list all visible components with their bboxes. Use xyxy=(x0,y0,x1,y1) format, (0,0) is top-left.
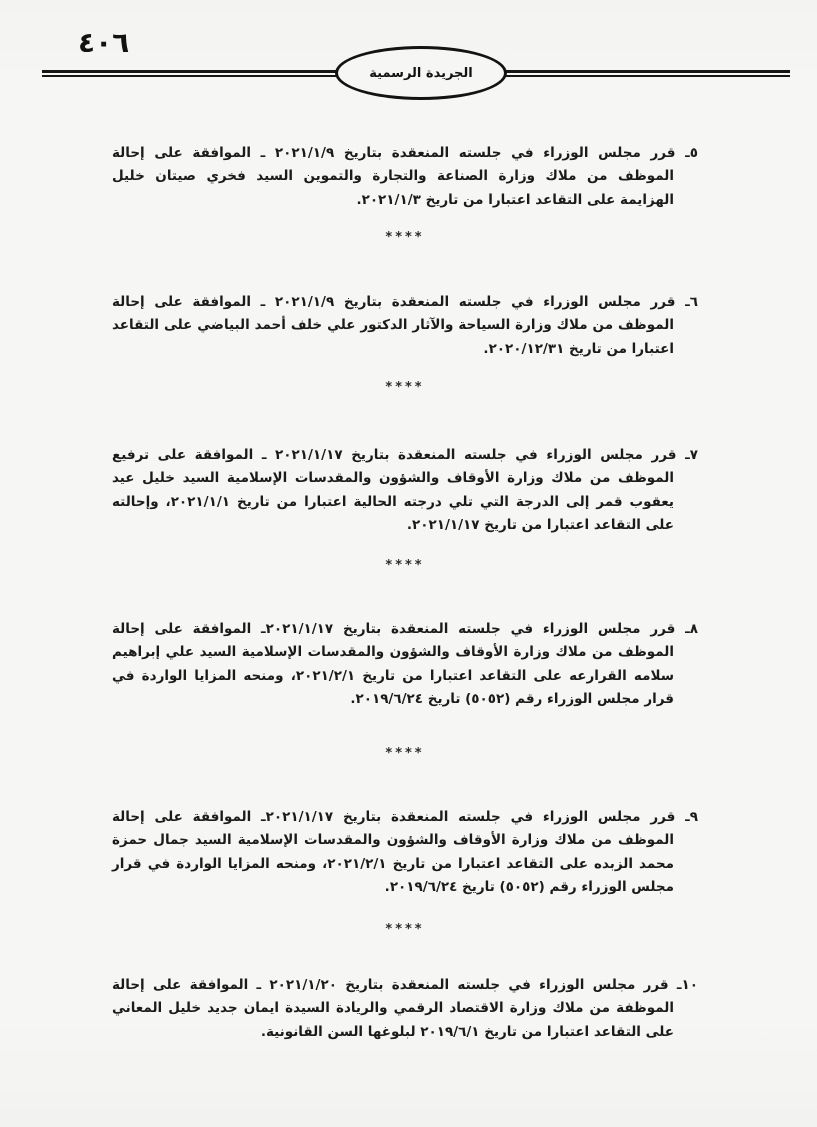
item-text: قرر مجلس الوزراء في جلسته المنعقدة بتاريخ ٢٠٢١/١/٢٠ ـ الموافقة على إحالة الموظفة من ملاك وزارة الاقتصاد الرقمي والريادة السيدة ايمان جديد خليل المعاني على التقاعد اعتبارا من تاريخ ٢٠١٩/٦/١ لبلوغها السن القانونية. xyxy=(112,976,674,1040)
decision-item-6 xyxy=(112,291,698,362)
item-text: قرر مجلس الوزراء في جلسته المنعقدة بتاريخ ٢٠٢١/١/١٧ ـ الموافقة على ترفيع الموظف من ملاك وزارة الأوقاف والشؤون والمقدسات الإسلامية السيد خليل عيد يعقوب قمر إلى الدرجة التي تلي درجته الحالية اعتبارا من تاريخ ٢٠٢١/١/١، وإحالته على التقاعد اعتبارا من تاريخ ٢٠٢١/١/١٧. xyxy=(112,446,677,533)
section-separator: **** xyxy=(385,922,425,937)
section-separator: **** xyxy=(385,380,425,395)
item-text: قرر مجلس الوزراء في جلسته المنعقدة بتاريخ ٢٠٢١/١/١٧ـ الموافقة على إحالة الموظف من ملاك وزارة الأوقاف والشؤون والمقدسات الإسلامية السيد جمال حمزة محمد الزبده على التقاعد اعتبارا من تاريخ ٢٠٢١/٢/١، ومنحه المزايا الواردة في قرار مجلس الوزراء رقم (٥٠٥٢) تاريخ ٢٠١٩/٦/٢٤. xyxy=(112,808,676,895)
item-number: ٨ـ xyxy=(685,620,699,637)
section-separator: **** xyxy=(385,230,425,245)
item-number: ٧ـ xyxy=(685,446,698,463)
decision-item-9 xyxy=(112,806,698,900)
gazette-title-badge xyxy=(335,46,507,100)
item-number: ١٠ـ xyxy=(676,976,699,993)
decision-item-10 xyxy=(112,974,698,1045)
section-separator: **** xyxy=(385,746,425,761)
item-text: قرر مجلس الوزراء في جلسته المنعقدة بتاريخ ٢٠٢١/١/٩ ـ الموافقة على إحالة الموظف من ملاك وزارة السياحة والآثار الدكتور علي خلف أحمد البياضي على التقاعد اعتبارا من تاريخ ٢٠٢٠/١٢/٣١. xyxy=(112,293,676,357)
item-number: ٥ـ xyxy=(685,144,698,161)
item-text: قرر مجلس الوزراء في جلسته المنعقدة بتاريخ ٢٠٢١/١/٩ ـ الموافقة على إحالة الموظف من ملاك وزارة الصناعة والتجارة والتموين السيد فخري صيتان خليل الهزايمة على التقاعد اعتبارا من تاريخ ٢٠٢١/١/٣. xyxy=(112,144,676,208)
gazette-title-label: الجريدة الرسمية xyxy=(369,65,473,81)
item-number: ٩ـ xyxy=(685,808,699,825)
decision-item-5 xyxy=(112,142,698,213)
page-number: ٤٠٦ xyxy=(78,26,130,59)
decision-item-8 xyxy=(112,618,698,712)
section-separator: **** xyxy=(385,558,425,573)
item-number: ٦ـ xyxy=(685,293,698,310)
item-text: قرر مجلس الوزراء في جلسته المنعقدة بتاريخ ٢٠٢١/١/١٧ـ الموافقة على إحالة الموظف من ملاك وزارة الأوقاف والشؤون والمقدسات الإسلامية السيد علي إبراهيم سلامه القرارعه على التقاعد اعتبارا من تاريخ ٢٠٢١/٢/١، ومنحه المزايا الواردة في قرار مجلس الوزراء رقم (٥٠٥٢) تاريخ ٢٠١٩/٦/٢٤. xyxy=(112,620,676,707)
decision-item-7 xyxy=(112,444,698,538)
